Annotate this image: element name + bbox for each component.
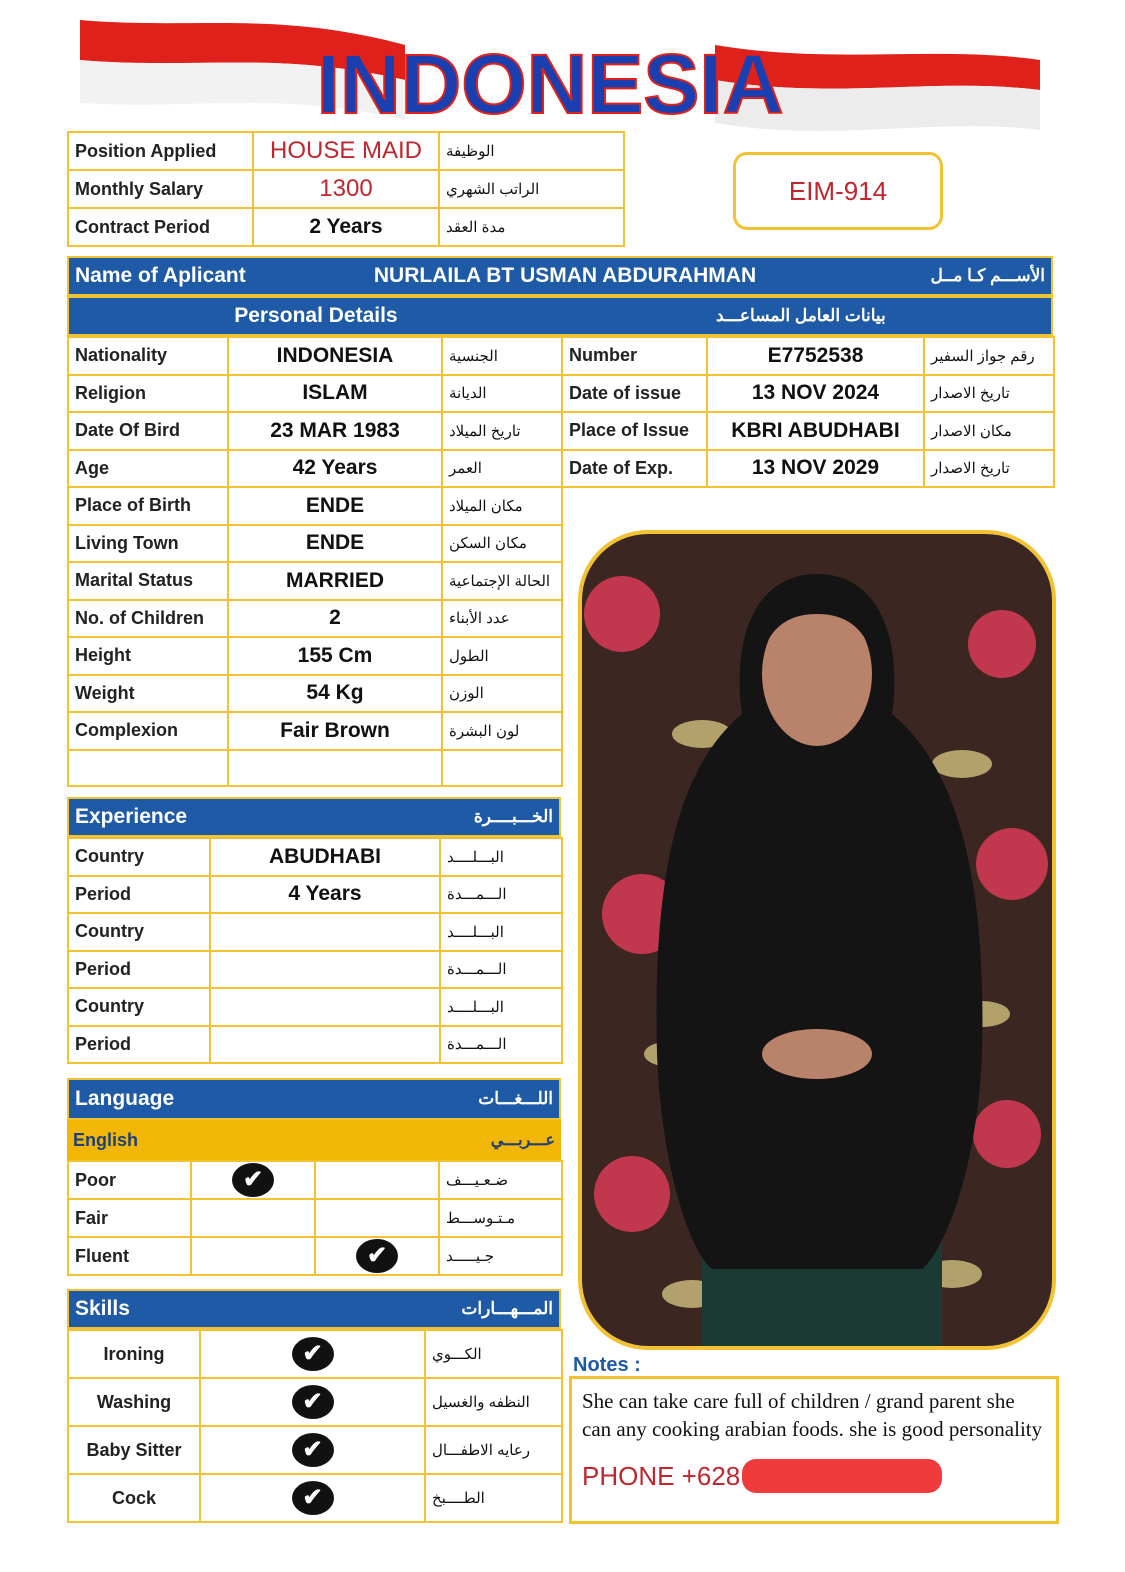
phone-line (582, 1459, 1046, 1493)
notes-text: She can take care full of children / grand parent she can any cooking arabian foods. she is good personality (582, 1389, 1043, 1441)
experience-value (210, 951, 440, 989)
personal-arabic: العمر (442, 450, 562, 488)
personal-arabic: الحالة الإجتماعية (442, 562, 562, 600)
table-row (68, 170, 624, 208)
personal-arabic: الديانة (442, 375, 562, 413)
applicant-photo-illustration (582, 534, 1052, 1346)
personal-value: 42 Years (228, 450, 442, 488)
indonesia-flag-banner (75, 5, 1050, 145)
table-row (68, 337, 562, 375)
experience-value (210, 1026, 440, 1064)
personal-arabic: لون البشرة (442, 712, 562, 750)
table-row (68, 1199, 562, 1237)
table-row (68, 450, 562, 488)
table-row (68, 208, 624, 246)
check-cell (200, 1378, 425, 1426)
table-row (68, 1474, 562, 1522)
experience-arabic: الـــمـــدة (440, 1026, 562, 1064)
contract-arabic: مدة العقد (439, 208, 624, 246)
check-cell (315, 1161, 439, 1199)
passport-arabic: تاريخ الاصدار (924, 450, 1054, 488)
skill-label: Baby Sitter (68, 1426, 200, 1474)
personal-details-table (67, 336, 563, 787)
personal-details-title: Personal Details (234, 304, 398, 327)
personal-label: Height (68, 637, 228, 675)
applicant-name-arabic: الأســـم كـا مــل (930, 266, 1045, 285)
check-cell (191, 1199, 315, 1237)
table-row (562, 337, 1054, 375)
empty-cell (442, 750, 562, 786)
passport-value: 13 NOV 2024 (707, 375, 924, 413)
passport-arabic: تاريخ الاصدار (924, 375, 1054, 413)
personal-arabic: الطول (442, 637, 562, 675)
language-english-label: English (73, 1129, 139, 1150)
language-level-label: Fluent (68, 1237, 191, 1275)
experience-arabic: الـــمـــدة (440, 876, 562, 914)
check-cell (315, 1237, 439, 1275)
language-subheader (67, 1120, 561, 1160)
personal-value: ENDE (228, 487, 442, 525)
skill-arabic: رعايه الاطفـــال (425, 1426, 562, 1474)
experience-arabic: البـــلــــد (440, 988, 562, 1026)
passport-label: Place of Issue (562, 412, 707, 450)
experience-value (210, 988, 440, 1026)
experience-value (210, 913, 440, 951)
table-row (562, 450, 1054, 488)
check-cell (200, 1330, 425, 1378)
experience-arabic: الخـــبــــرة (473, 807, 553, 826)
personal-arabic: مكان السكن (442, 525, 562, 563)
language-level-label: Fair (68, 1199, 191, 1237)
position-value: HOUSE MAID (253, 132, 439, 170)
table-row (68, 600, 562, 638)
experience-arabic: الـــمـــدة (440, 951, 562, 989)
applicant-photo (578, 530, 1056, 1350)
personal-value: INDONESIA (228, 337, 442, 375)
experience-label: Period (68, 1026, 210, 1064)
checkmark-icon: ✔ (292, 1481, 334, 1515)
personal-value: ENDE (228, 525, 442, 563)
language-arabic: اللـــغـــات (478, 1089, 553, 1108)
passport-label: Date of issue (562, 375, 707, 413)
language-arabic-label: عـــربـــي (490, 1132, 555, 1149)
personal-label: Religion (68, 375, 228, 413)
empty-cell (68, 750, 228, 786)
passport-value: KBRI ABUDHABI (707, 412, 924, 450)
passport-table (561, 336, 1055, 488)
empty-cell (228, 750, 442, 786)
reference-code: EIM-914 (733, 152, 943, 230)
checkmark-icon: ✔ (232, 1163, 274, 1197)
top-info-table (67, 131, 625, 247)
salary-value: 1300 (253, 170, 439, 208)
experience-arabic: البـــلــــد (440, 838, 562, 876)
experience-value: ABUDHABI (210, 838, 440, 876)
personal-value: 54 Kg (228, 675, 442, 713)
position-arabic: الوظيفة (439, 132, 624, 170)
table-row (68, 675, 562, 713)
personal-arabic: الوزن (442, 675, 562, 713)
check-cell (200, 1474, 425, 1522)
experience-label: Period (68, 876, 210, 914)
personal-value: Fair Brown (228, 712, 442, 750)
table-row (68, 951, 562, 989)
experience-table (67, 837, 563, 1064)
table-row (68, 412, 562, 450)
personal-label: Marital Status (68, 562, 228, 600)
table-row (68, 637, 562, 675)
table-row (68, 562, 562, 600)
table-row (68, 375, 562, 413)
skill-label: Ironing (68, 1330, 200, 1378)
table-row (68, 913, 562, 951)
personal-value: 155 Cm (228, 637, 442, 675)
personal-label: No. of Children (68, 600, 228, 638)
experience-label: Country (68, 913, 210, 951)
personal-label: Nationality (68, 337, 228, 375)
personal-details-bar (67, 296, 1053, 336)
applicant-name-label: Name of Aplicant (75, 264, 246, 287)
contract-value: 2 Years (253, 208, 439, 246)
skills-title: Skills (75, 1297, 130, 1320)
skill-arabic: الكـــوي (425, 1330, 562, 1378)
table-row (68, 132, 624, 170)
experience-value: 4 Years (210, 876, 440, 914)
experience-label: Country (68, 988, 210, 1026)
applicant-name-bar (67, 256, 1053, 296)
experience-label: Period (68, 951, 210, 989)
table-row (68, 1426, 562, 1474)
personal-value: MARRIED (228, 562, 442, 600)
table-row (68, 1330, 562, 1378)
table-row (68, 750, 562, 786)
table-row (68, 1237, 562, 1275)
country-title: INDONESIA (316, 37, 784, 131)
personal-details-arabic: بيانات العامل المساعـــد (716, 306, 886, 325)
notes-title: Notes : (573, 1354, 641, 1376)
personal-label: Place of Birth (68, 487, 228, 525)
passport-arabic: مكان الاصدار (924, 412, 1054, 450)
personal-arabic: عدد الأبناء (442, 600, 562, 638)
personal-label: Living Town (68, 525, 228, 563)
table-row (562, 375, 1054, 413)
salary-arabic: الراتب الشهري (439, 170, 624, 208)
language-level-arabic: ضـعـيـــف (439, 1161, 562, 1199)
check-cell (200, 1426, 425, 1474)
table-row (68, 1161, 562, 1199)
personal-label: Age (68, 450, 228, 488)
experience-title: Experience (75, 805, 188, 828)
skills-arabic: المـــهـــارات (461, 1299, 553, 1318)
language-level-label: Poor (68, 1161, 191, 1199)
personal-value: 2 (228, 600, 442, 638)
passport-value: 13 NOV 2029 (707, 450, 924, 488)
table-row (68, 988, 562, 1026)
check-cell (191, 1237, 315, 1275)
experience-label: Country (68, 838, 210, 876)
language-level-arabic: جـيـــــد (439, 1237, 562, 1275)
language-bar (67, 1078, 561, 1120)
personal-arabic: تاريخ الميلاد (442, 412, 562, 450)
phone-number: PHONE +628 (582, 1461, 741, 1491)
table-row (68, 1378, 562, 1426)
personal-arabic: مكان الميلاد (442, 487, 562, 525)
skill-arabic: الطــــبخ (425, 1474, 562, 1522)
personal-label: Complexion (68, 712, 228, 750)
checkmark-icon: ✔ (356, 1239, 398, 1273)
personal-label: Weight (68, 675, 228, 713)
language-table (67, 1160, 563, 1276)
skill-label: Cock (68, 1474, 200, 1522)
personal-arabic: الجنسية (442, 337, 562, 375)
passport-label: Number (562, 337, 707, 375)
passport-arabic: رقم جواز السفير (924, 337, 1054, 375)
table-row (68, 712, 562, 750)
check-cell (315, 1199, 439, 1237)
table-row (68, 525, 562, 563)
skill-arabic: النظفه والغسيل (425, 1378, 562, 1426)
contract-label: Contract Period (68, 208, 253, 246)
notes-box (569, 1376, 1059, 1524)
applicant-name: NURLAILA BT USMAN ABDURAHMAN (373, 264, 757, 287)
personal-label: Date Of Bird (68, 412, 228, 450)
table-row (68, 1026, 562, 1064)
checkmark-icon: ✔ (292, 1385, 334, 1419)
check-cell (191, 1161, 315, 1199)
personal-value: 23 MAR 1983 (228, 412, 442, 450)
skills-bar (67, 1289, 561, 1329)
experience-arabic: البـــلــــد (440, 913, 562, 951)
checkmark-icon: ✔ (292, 1337, 334, 1371)
language-level-arabic: مـتـوســـط (439, 1199, 562, 1237)
skills-table (67, 1329, 563, 1523)
table-row (68, 838, 562, 876)
table-row (562, 412, 1054, 450)
passport-label: Date of Exp. (562, 450, 707, 488)
experience-bar (67, 797, 561, 837)
table-row (68, 876, 562, 914)
personal-value: ISLAM (228, 375, 442, 413)
language-title: Language (75, 1087, 175, 1110)
checkmark-icon: ✔ (292, 1433, 334, 1467)
salary-label: Monthly Salary (68, 170, 253, 208)
passport-value: E7752538 (707, 337, 924, 375)
skill-label: Washing (68, 1378, 200, 1426)
table-row (68, 487, 562, 525)
redaction-mark (742, 1459, 942, 1493)
position-label: Position Applied (68, 132, 253, 170)
